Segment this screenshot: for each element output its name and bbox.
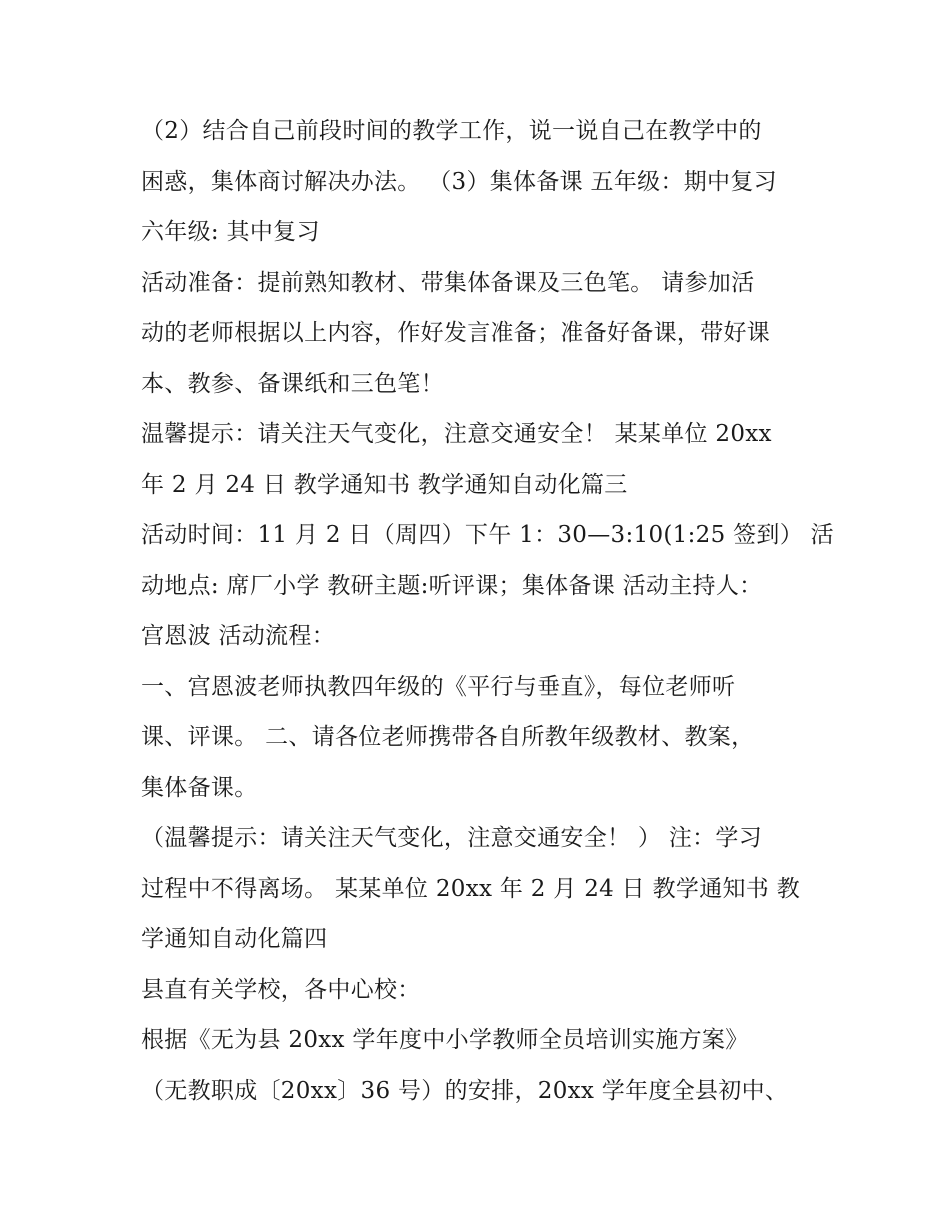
text-line: 集体备课。 (141, 774, 258, 801)
text-line: 温馨提示：请关注天气变化，注意交通安全！ 某某单位 20xx (141, 421, 772, 447)
text-line: 本、教参、备课纸和三色笔！ (141, 370, 444, 397)
text-line: （2）结合自己前段时间的教学工作，说一说自己在教学中的 (141, 118, 762, 144)
text-line: 宫恩波 活动流程： (141, 623, 336, 649)
text-line: 一、宫恩波老师执教四年级的《平行与垂直》，每位老师听 (141, 673, 736, 700)
text-line: 动的老师根据以上内容，作好发言准备；准备好备课，带好课 (141, 320, 771, 346)
text-line: 活动时间：11 月 2 日（周四）下午 1：30—3:10(1:25 签到） 活 (141, 522, 834, 548)
text-line: 活动准备：提前熟知教材、带集体备课及三色笔。 请参加活 (141, 269, 755, 296)
text-line: 学通知自动化篇四 (141, 926, 328, 952)
text-line: 过程中不得离场。 某某单位 20xx 年 2 月 24 日 教学通知书 教 (141, 875, 801, 902)
text-line: 课、评课。 二、请各位老师携带各自所教年级教材、教案， (141, 724, 755, 750)
text-line: 动地点: 席厂小学 教研主题:听评课；集体备课 活动主持人： (141, 572, 763, 599)
text-line: （温馨提示：请关注天气变化，注意交通安全！ ） 注：学习 (141, 825, 763, 851)
text-line: （无教职成〔20xx〕36 号）的安排，20xx 学年度全县初中、 (141, 1077, 789, 1104)
text-line: 县直有关学校，各中心校： (141, 976, 421, 1003)
text-line: 年 2 月 24 日 教学通知书 教学通知自动化篇三 (141, 471, 628, 498)
text-line: 六年级: 其中复习 (141, 219, 320, 245)
text-line: 困惑，集体商讨解决办法。 （3）集体备课 五年级：期中复习 (141, 168, 777, 195)
document-body (141, 106, 834, 1116)
text-line: 根据《无为县 20xx 学年度中小学教师全员培训实施方案》 (141, 1027, 749, 1053)
